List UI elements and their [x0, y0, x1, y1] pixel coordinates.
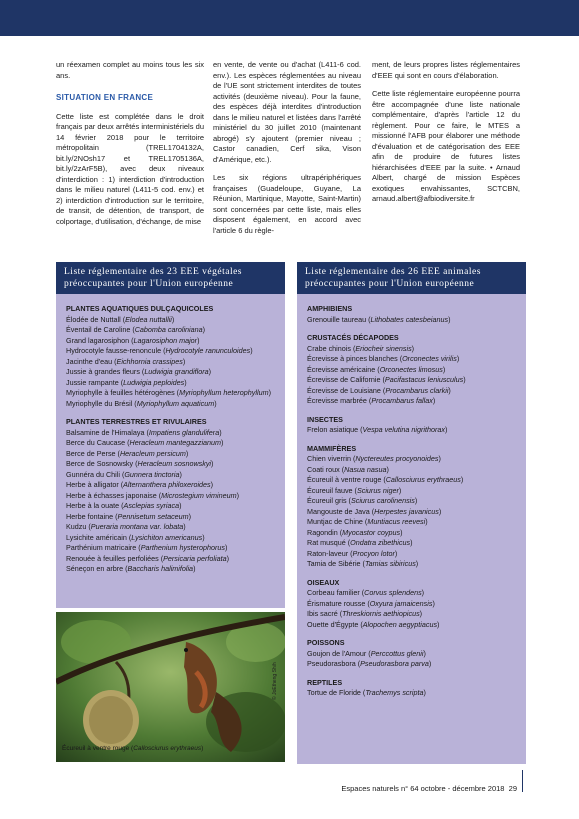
list-item: Écrevisse à pinces blanches (Orconectes virilis) — [307, 354, 460, 363]
species-latin-name: Myriophyllum heterophyllum — [179, 388, 269, 397]
list-item: Hydrocotyle fausse-renoncule (Hydrocotyle ranunculoides) — [66, 346, 253, 355]
species-latin-name: Impatiens glandulifera — [148, 427, 220, 437]
species-common-name: Jussie à grandes fleurs — [66, 367, 140, 376]
species-common-name: Goujon de l'Amour — [307, 648, 367, 658]
species-common-name: Ragondin — [307, 527, 338, 537]
list-item: Chien viverrin (Nyctereutes procyonoides) — [307, 454, 441, 463]
species-latin-name: Sciurus carolinensis — [350, 496, 415, 505]
list-item: Herbe à échasses japonaise (Microstegium vimineum) — [66, 490, 239, 500]
species-common-name: Myriophylle du Brésil — [66, 398, 133, 408]
species-latin-name: Vespa velutina nigrithorax — [362, 425, 445, 434]
list-item: Ibis sacré (Threskiornis aethiopicus) — [307, 609, 423, 618]
species-common-name: Écureuil gris — [307, 496, 347, 505]
species-common-name: Chien viverrin — [307, 454, 351, 463]
species-latin-name: Lithobates catesbeianus — [370, 314, 449, 324]
species-latin-name: Cabomba caroliniana — [134, 325, 203, 334]
list-item: Écrevisse de Louisiane (Procambarus clarkii) — [307, 385, 451, 395]
species-common-name: Renouée à feuilles perfoliées — [66, 553, 159, 563]
list-item: Herbe à la ouate (Asclepias syriaca) — [66, 501, 182, 510]
species-latin-name: Orconectes virilis — [402, 354, 457, 363]
species-latin-name: Ludwigia grandiflora — [144, 367, 209, 376]
species-common-name: Kudzu — [66, 522, 87, 531]
species-latin-name: Pacifastacus leniusculus — [384, 375, 464, 384]
list-item: Muntjac de Chine (Muntiacus reevesi) — [307, 517, 428, 526]
species-common-name: Berce de Sosnowsky — [66, 459, 134, 468]
species-latin-name: Pennisetum setaceum — [117, 511, 189, 521]
plant-list-title-line-2: préoccupantes pour l'Union européenne — [64, 279, 234, 289]
animal-list-title-line-1: Liste réglementaire des 26 EEE animales — [305, 267, 481, 277]
squirrel-photo — [56, 612, 285, 762]
list-item: Myriophylle à feuilles hétérogènes (Myriophyllum heterophyllum) — [66, 388, 271, 397]
species-common-name: Élodée de Nuttall — [66, 314, 121, 324]
species-latin-name: Alopochen aegyptiacus — [362, 619, 438, 629]
species-common-name: Écrevisse de Louisiane — [307, 385, 381, 395]
list-item: Herbe fontaine (Pennisetum setaceum) — [66, 511, 192, 521]
species-latin-name: Nasua nasua — [344, 464, 387, 474]
list-item: Rat musqué (Ondatra zibethicus) — [307, 538, 413, 547]
species-latin-name: Eriocheir sinensis — [355, 343, 412, 353]
species-common-name: Séneçon en arbre — [66, 564, 124, 573]
species-latin-name: Ludwigia peploides — [123, 377, 185, 387]
species-common-name: Hydrocotyle fausse-renoncule — [66, 346, 162, 355]
photo-credit: © JoEtheng Shih — [272, 662, 278, 700]
list-section-title: MAMMIFÈRES — [307, 443, 357, 453]
list-item: Gunnéra du Chili (Gunnera tinctoria) — [66, 469, 182, 479]
species-common-name: Jussie rampante — [66, 377, 119, 387]
species-latin-name: Procambarus fallax — [371, 396, 433, 405]
species-common-name: Gunnéra du Chili — [66, 469, 120, 479]
species-common-name: Rat musqué — [307, 538, 346, 547]
list-item: Renouée à feuilles perfoliées (Persicaria perfoliata) — [66, 553, 230, 563]
paragraph: Les six régions ultrapériphériques françaises (Guadeloupe, Guyane, La Réunion, Martinique, Mayotte, Saint-Martin) sont concernées par cette liste, mais elles disposent également, en accord avec l'article 6 du règle- — [213, 173, 361, 235]
list-item: Crabe chinois (Eriocheir sinensis) — [307, 343, 415, 353]
species-latin-name: Lysichiton americanus — [131, 532, 203, 542]
species-common-name: Berce du Caucase — [66, 438, 126, 447]
list-section-title: AMPHIBIENS — [307, 304, 353, 313]
plant-species-list — [56, 294, 285, 608]
plant-list-title-line-1: Liste réglementaire des 23 EEE végétales — [64, 267, 243, 277]
species-common-name: Mangouste de Java — [307, 506, 370, 516]
list-item: Écureuil fauve (Sciurus niger) — [307, 485, 402, 495]
species-common-name: Lysichite américain — [66, 532, 127, 542]
list-item: Corbeau familier (Corvus splendens) — [307, 588, 425, 597]
species-common-name: Berce de Perse — [66, 448, 116, 458]
species-latin-name: Elodea nuttallii — [125, 314, 172, 324]
list-item: Lysichite américain (Lysichiton americanus) — [66, 532, 205, 542]
footer-issue: Espaces naturels n° 64 octobre - décembre 2018 — [341, 784, 505, 793]
list-item: Grand lagarosiphon (Lagarosiphon major) — [66, 335, 200, 345]
caption-common-name: Écureuil à ventre rouge — [62, 745, 130, 752]
species-common-name: Corbeau familier — [307, 588, 360, 597]
list-item: Écureuil à ventre rouge (Callosciurus erythraeus) — [307, 475, 464, 484]
species-latin-name: Gunnera tinctoria — [124, 469, 180, 479]
paragraph: Cette liste est complétée dans le droit français par deux arrêtés interministériels du 14 février 2018 pour le territoire métropolitain (TREL1704132A, bit.ly/2NOsh17 et TREL1705136A, bit.ly/2zArF5B), avec deux niveaux d'interdiction : 1) interdiction d'introduction dans le milieu naturel (L411-5 cod. env.) et 2) interdiction d'introduction sur le territoire, de transit, de détention, de transport, de colportage, d'utilisation, d'échange, de mise — [56, 111, 204, 226]
list-item: Tamia de Sibérie (Tamias sibiricus) — [307, 559, 419, 568]
species-latin-name: Oxyura jamaicensis — [369, 598, 433, 608]
list-section-title: OISEAUX — [307, 577, 340, 587]
list-item: Goujon de l'Amour (Perccottus glenii) — [307, 648, 426, 658]
list-item: Pseudorasbora (Pseudorasbora parva) — [307, 659, 432, 668]
list-item: Élodée de Nuttall (Elodea nuttallii) — [66, 314, 175, 324]
species-common-name: Écrevisse à pinces blanches — [307, 354, 398, 363]
species-common-name: Balsamine de l'Himalaya — [66, 427, 145, 437]
species-common-name: Éventail de Caroline — [66, 325, 131, 334]
paragraph: en vente, de vente ou d'achat (L411-6 cod. env.). Les espèces réglementées au niveau de l'UE sont strictement interdites de toutes activités (deuxième niveau). Pour la faune, des espèces déjà interdites d'introduction dans le milieu naturel et listées dans l'arrêté ministériel du 30 juillet 2010 (maintenant abrogé) s'y ajoutent (premier niveau ; Castor canadien, Cerf sika, Vison d'Amérique, etc.). — [213, 60, 361, 164]
species-common-name: Ibis sacré — [307, 609, 338, 618]
species-latin-name: Muntiacus reevesi — [367, 517, 426, 526]
photo-caption: Écureuil à ventre rouge (Callosciurus erythraeus) — [62, 745, 204, 752]
species-common-name: Grand lagarosiphon — [66, 335, 130, 345]
species-common-name: Écureuil à ventre rouge — [307, 475, 382, 484]
squirrel-photo-image — [56, 612, 285, 762]
text-column-1 — [56, 60, 204, 235]
species-latin-name: Trachemys scripta — [365, 688, 424, 697]
species-common-name: Coati roux — [307, 464, 340, 474]
top-banner — [0, 0, 579, 36]
species-latin-name: Corvus splendens — [364, 588, 422, 597]
paragraph: Cette liste réglementaire européenne pourra être accompagnée d'une liste nationale complémentaire, d'après l'article 12 du règlement. Pour ce faire, le MTES a missionné l'AFB pour élaborer une méthode d'évaluation et de catégorisation des EEE afin de produire de futures listes hiérarchisées d'EEE par la suite. • Arnaud Albert, chargé de mission Espèces exotiques envahissantes, SCTCBN, arnaud.albert@afbiodiversite.fr — [372, 89, 520, 203]
species-latin-name: Myocastor coypus — [342, 527, 401, 537]
list-section-title: PLANTES AQUATIQUES DULÇAQUICOLES — [66, 304, 214, 313]
species-latin-name: Heracleum persicum — [119, 448, 186, 458]
species-common-name: Frelon asiatique — [307, 425, 359, 434]
species-common-name: Crabe chinois — [307, 343, 351, 353]
species-latin-name: Herpestes javanicus — [374, 506, 439, 516]
list-item: Berce de Perse (Heracleum persicum) — [66, 448, 189, 458]
paragraph: un réexamen complet au moins tous les six ans. — [56, 60, 204, 80]
list-item: Balsamine de l'Himalaya (Impatiens glandulifera) — [66, 427, 222, 437]
species-latin-name: Procyon lotor — [352, 548, 395, 558]
list-item: Éventail de Caroline (Cabomba caroliniana) — [66, 325, 206, 334]
section-heading: SITUATION EN FRANCE — [56, 93, 154, 102]
species-common-name: Écureuil fauve — [307, 485, 353, 495]
list-item: Mangouste de Java (Herpestes javanicus) — [307, 506, 442, 516]
list-item: Écureuil gris (Sciurus carolinensis) — [307, 496, 418, 505]
animal-list-title-line-2: préoccupantes pour l'Union européenne — [305, 279, 475, 289]
species-common-name: Raton-laveur — [307, 548, 349, 558]
list-item: Berce de Sosnowsky (Heracleum sosnowskyi) — [66, 459, 214, 468]
list-section-title: PLANTES TERRESTRES ET RIVULAIRES — [66, 417, 207, 426]
page-footer — [341, 784, 517, 793]
plant-list-title — [56, 262, 285, 294]
list-item: Séneçon en arbre (Baccharis halimifolia) — [66, 564, 196, 573]
species-latin-name: Pseudorasbora parva — [360, 659, 429, 668]
species-latin-name: Microstegium vimineum — [161, 490, 237, 500]
species-latin-name: Pueraria montana var. lobata — [90, 522, 184, 531]
list-item: Érismature rousse (Oxyura jamaicensis) — [307, 598, 435, 608]
species-latin-name: Perccottus glenii — [370, 648, 424, 658]
footer-divider — [522, 770, 523, 792]
species-latin-name: Hydrocotyle ranunculoides — [165, 346, 251, 355]
paragraph: ment, de leurs propres listes réglementaires d'EEE qui sont en cours d'élaboration. — [372, 60, 520, 80]
caption-latin-name: Callosciurus erythraeus — [133, 745, 202, 752]
species-latin-name: Heracleum mantegazzianum — [129, 438, 222, 447]
list-section-title: REPTILES — [307, 677, 343, 687]
species-latin-name: Myriophyllum aquaticum — [136, 398, 215, 408]
list-item: Kudzu (Pueraria montana var. lobata) — [66, 522, 186, 531]
species-common-name: Myriophylle à feuilles hétérogènes — [66, 388, 175, 397]
species-common-name: Herbe à la ouate — [66, 501, 120, 510]
list-section-title: INSECTES — [307, 414, 343, 424]
species-common-name: Grenouille taureau — [307, 314, 367, 324]
list-item: Parthénium matricaire (Parthenium hysterophorus) — [66, 543, 228, 552]
animal-species-list — [297, 294, 526, 764]
species-common-name: Herbe à échasses japonaise — [66, 490, 157, 500]
list-item: Écrevisse américaine (Orconectes limosus) — [307, 364, 446, 374]
species-common-name: Écrevisse de Californie — [307, 375, 381, 384]
species-common-name: Écrevisse américaine — [307, 364, 376, 374]
list-item: Ouette d'Égypte (Alopochen aegyptiacus) — [307, 619, 440, 629]
list-item: Berce du Caucase (Heracleum mantegazzianum) — [66, 438, 224, 447]
list-item: Ragondin (Myocastor coypus) — [307, 527, 403, 537]
species-latin-name: Tamias sibiricus — [364, 559, 416, 568]
text-column-2 — [213, 60, 361, 244]
list-section-title: POISSONS — [307, 638, 345, 647]
list-item: Herbe à alligator (Alternanthera philoxeroides) — [66, 480, 214, 489]
species-latin-name: Alternanthera philoxeroides — [123, 480, 211, 489]
species-latin-name: Lagarosiphon major — [133, 335, 198, 345]
list-item: Frelon asiatique (Vespa velutina nigrithorax) — [307, 425, 448, 434]
list-item: Coati roux (Nasua nasua) — [307, 464, 389, 474]
species-latin-name: Parthenium hysterophorus — [140, 543, 226, 552]
species-latin-name: Eichhornia crassipes — [116, 356, 183, 366]
species-common-name: Tortue de Floride — [307, 688, 361, 697]
species-common-name: Jacinthe d'eau — [66, 356, 113, 366]
species-latin-name: Ondatra zibethicus — [350, 538, 411, 547]
species-latin-name: Asclepias syriaca — [123, 501, 180, 510]
list-item: Myriophylle du Brésil (Myriophyllum aquaticum) — [66, 398, 217, 408]
list-item: Tortue de Floride (Trachemys scripta) — [307, 688, 426, 697]
list-item: Jussie rampante (Ludwigia peploides) — [66, 377, 187, 387]
species-common-name: Pseudorasbora — [307, 659, 356, 668]
species-latin-name: Threskiornis aethiopicus — [342, 609, 420, 618]
list-item: Écrevisse marbrée (Procambarus fallax) — [307, 396, 436, 405]
species-common-name: Érismature rousse — [307, 598, 366, 608]
list-item: Jussie à grandes fleurs (Ludwigia grandiflora) — [66, 367, 212, 376]
species-common-name: Herbe fontaine — [66, 511, 114, 521]
species-latin-name: Baccharis halimifolia — [127, 564, 194, 573]
species-latin-name: Orconectes limosus — [379, 364, 443, 374]
species-common-name: Muntjac de Chine — [307, 517, 363, 526]
species-common-name: Ouette d'Égypte — [307, 619, 359, 629]
species-common-name: Écrevisse marbrée — [307, 396, 367, 405]
species-common-name: Parthénium matricaire — [66, 543, 137, 552]
list-section-title: CRUSTACÉS DÉCAPODES — [307, 333, 399, 342]
list-item: Écrevisse de Californie (Pacifastacus leniusculus) — [307, 375, 466, 384]
list-item: Grenouille taureau (Lithobates catesbeianus) — [307, 314, 451, 324]
species-common-name: Herbe à alligator — [66, 480, 119, 489]
species-latin-name: Heracleum sosnowskyi — [137, 459, 212, 468]
list-item: Raton-laveur (Procyon lotor) — [307, 548, 398, 558]
species-latin-name: Persicaria perfoliata — [163, 553, 227, 563]
page-number: 29 — [508, 784, 517, 793]
species-latin-name: Procambarus clarkii — [385, 385, 449, 395]
animal-list-title — [297, 262, 526, 294]
species-common-name: Tamia de Sibérie — [307, 559, 361, 568]
species-latin-name: Callosciurus erythraeus — [385, 475, 461, 484]
list-item: Jacinthe d'eau (Eichhornia crassipes) — [66, 356, 186, 366]
species-latin-name: Sciurus niger — [356, 485, 399, 495]
species-latin-name: Nyctereutes procyonoides — [355, 454, 439, 463]
text-column-3 — [372, 60, 520, 213]
